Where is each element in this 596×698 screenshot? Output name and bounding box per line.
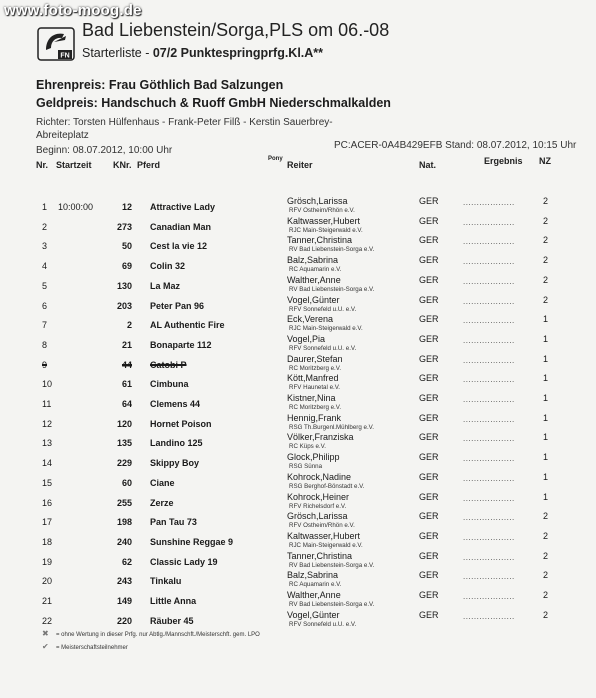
subtitle-prefix: Starterliste -: [82, 46, 153, 60]
nationality: GER: [419, 353, 439, 364]
nz-value: 1: [543, 412, 549, 423]
rider-name: Walther,Anne: [287, 274, 341, 285]
nz-value: 1: [543, 491, 549, 502]
table-row: [0, 432, 596, 452]
legend-item-1: [42, 629, 260, 638]
horse-name: Catobi P: [150, 359, 187, 370]
nationality: GER: [419, 373, 439, 384]
nationality: GER: [419, 196, 439, 206]
row-number: 19: [42, 556, 53, 567]
row-number: 2: [42, 221, 48, 232]
nz-value: 1: [543, 373, 549, 384]
result-placeholder: ...................: [463, 257, 515, 267]
row-number: 5: [42, 280, 48, 291]
table-row: [0, 551, 596, 571]
table-row: [0, 216, 596, 236]
row-number: 1: [42, 202, 48, 212]
nationality: GER: [419, 491, 439, 502]
nationality: GER: [419, 609, 439, 620]
rider-name: Vogel,Pia: [287, 333, 326, 344]
nationality: GER: [419, 393, 439, 403]
club-name: RSG Berghof-Bönstadt e.V.: [289, 482, 365, 490]
club-name: RJC Main-Steigerwald e.V.: [289, 325, 363, 333]
rider-name: Völker,Franziska: [287, 432, 354, 443]
table-row: [0, 275, 596, 295]
head-number: 60: [121, 477, 132, 488]
row-number: 8: [42, 339, 48, 350]
nz-value: 2: [543, 530, 549, 541]
head-number: 120: [116, 418, 132, 429]
logo-text: FN: [60, 52, 70, 60]
nz-value: 2: [543, 235, 549, 246]
cross-mark-icon: ✖: [42, 629, 49, 638]
head-number: 243: [116, 576, 132, 587]
nationality: GER: [419, 590, 439, 600]
horse-name: Clemens 44: [150, 399, 201, 409]
nz-value: 2: [543, 255, 549, 266]
club-name: RSG Sünna: [289, 463, 323, 471]
head-number: 62: [121, 556, 132, 567]
table-row: [0, 511, 596, 531]
result-placeholder: ...................: [463, 572, 515, 582]
club-name: RV Bad Liebenstein-Sorga e.V.: [289, 561, 375, 569]
page-title: Bad Liebenstein/Sorga,PLS om 06.-08: [82, 20, 390, 40]
nz-value: 2: [543, 196, 549, 206]
table-row: [0, 570, 596, 590]
rider-name: Tanner,Christina: [287, 235, 353, 246]
row-number: 10: [42, 379, 53, 390]
start-time: 10:00:00: [58, 202, 94, 212]
nationality: GER: [419, 255, 439, 266]
result-placeholder: ...................: [463, 355, 515, 365]
nz-value: 2: [543, 550, 549, 561]
table-row: [0, 373, 596, 393]
table-row: [0, 354, 596, 374]
rider-name: Vogel,Günter: [287, 294, 340, 305]
subtitle-competition: 07/2 Punktespringprfg.Kl.A**: [152, 46, 324, 60]
header-pferd: Pferd: [137, 160, 161, 170]
row-number: 14: [42, 458, 53, 469]
nz-value: 2: [543, 274, 549, 285]
result-placeholder: ...................: [463, 592, 515, 601]
head-number: 149: [116, 596, 132, 606]
horse-name: Peter Pan 96: [150, 300, 205, 311]
nz-value: 1: [543, 452, 549, 463]
result-placeholder: ...................: [463, 395, 515, 404]
result-placeholder: ...................: [463, 335, 515, 345]
table-row: [0, 295, 596, 315]
head-number: 21: [121, 339, 132, 350]
table-row: [0, 452, 596, 472]
table-row: [0, 235, 596, 255]
club-name: RFV Richelsdorf e.V.: [289, 502, 347, 510]
table-row: [0, 196, 596, 216]
nationality: GER: [419, 550, 439, 561]
horse-name: Skippy Boy: [150, 458, 200, 469]
head-number: 220: [116, 615, 132, 626]
row-number: 11: [42, 399, 52, 409]
row-number: 15: [42, 477, 53, 488]
club-name: RJC Main-Steigerwald e.V.: [289, 226, 363, 234]
nz-value: 1: [543, 471, 549, 482]
rider-name: Grösch,Larissa: [287, 511, 348, 522]
richter-line-1: Richter: Torsten Hülfenhaus - Frank-Peter Filß - Kerstin Sauerbrey-: [36, 117, 333, 128]
result-placeholder: ...................: [463, 198, 515, 207]
club-name: RC Aquamarin e.V.: [289, 581, 342, 589]
nz-value: 2: [543, 215, 549, 226]
nz-value: 2: [543, 511, 549, 522]
result-placeholder: ...................: [463, 454, 515, 464]
head-number: 69: [121, 261, 132, 272]
nationality: GER: [419, 333, 439, 344]
head-number: 61: [121, 379, 132, 390]
horse-name: Cest la vie 12: [150, 241, 208, 252]
horse-name: Colin 32: [150, 261, 186, 272]
row-number: 3: [42, 241, 48, 252]
head-number: 64: [121, 399, 132, 409]
rider-name: Hennig,Frank: [287, 412, 342, 423]
rider-name: Kohrock,Heiner: [287, 491, 350, 502]
horse-name: Räuber 45: [150, 615, 194, 626]
nationality: GER: [419, 215, 439, 226]
rider-name: Grösch,Larissa: [287, 196, 348, 206]
head-number: 255: [116, 497, 132, 508]
result-placeholder: ...................: [463, 276, 515, 286]
result-placeholder: ...................: [463, 532, 515, 542]
result-placeholder: ...................: [463, 375, 515, 385]
check-mark-icon: ✔: [42, 642, 49, 651]
table-row: [0, 334, 596, 354]
nationality: GER: [419, 530, 439, 541]
nz-value: 2: [543, 570, 549, 581]
table-row: [0, 413, 596, 433]
result-placeholder: ...................: [463, 316, 515, 326]
fn-logo: [36, 26, 76, 62]
table-row: [0, 492, 596, 512]
nationality: GER: [419, 274, 439, 285]
head-number: 130: [116, 280, 132, 291]
ehrenpreis: Ehrenpreis: Frau Göthlich Bad Salzungen: [36, 78, 284, 92]
legend-text-1: = ohne Wertung in dieser Prfg. nur Abtlg./Mannschft./Meisterschft. gem. LPO: [56, 632, 260, 638]
rider-name: Tanner,Christina: [287, 550, 353, 561]
rider-name: Balz,Sabrina: [287, 570, 339, 581]
head-number: 203: [116, 300, 132, 311]
header-knr: KNr.: [113, 160, 132, 170]
row-number: 21: [42, 596, 53, 606]
club-name: RFV Ostheim/Rhön e.V.: [289, 207, 355, 214]
horse-name: Cimbuna: [150, 379, 189, 390]
nz-value: 1: [543, 393, 549, 403]
row-number: 13: [42, 438, 53, 449]
horse-name: Landino 125: [150, 438, 203, 449]
header-nat: Nat.: [419, 160, 437, 170]
horse-name: Hornet Poison: [150, 418, 212, 429]
rider-name: Vogel,Günter: [287, 609, 340, 620]
header-nr: Nr.: [36, 160, 49, 170]
nationality: GER: [419, 314, 439, 325]
row-number: 12: [42, 418, 53, 429]
horse-name: AL Authentic Fire: [150, 320, 225, 331]
nationality: GER: [419, 235, 439, 246]
head-number: 229: [116, 458, 132, 469]
table-row: [0, 472, 596, 492]
row-number: 9: [42, 359, 48, 370]
club-name: RV Bad Liebenstein-Sorga e.V.: [289, 601, 375, 608]
club-name: RSG Th.Burgenl.Mühlberg e.V.: [289, 423, 374, 431]
row-number: 22: [42, 615, 53, 626]
nationality: GER: [419, 511, 439, 522]
nationality: GER: [419, 412, 439, 423]
horse-name: Tinkalu: [150, 576, 182, 587]
rider-name: Daurer,Stefan: [287, 353, 343, 364]
result-placeholder: ...................: [463, 473, 515, 483]
club-name: RC Aquamarin e.V.: [289, 266, 342, 274]
horse-name: Pan Tau 73: [150, 517, 197, 528]
nz-value: 1: [543, 314, 549, 325]
rider-name: Kaltwasser,Hubert: [287, 215, 361, 226]
table-row: [0, 255, 596, 275]
horse-name: La Maz: [150, 280, 181, 291]
stand: PC:ACER-0A4B429EFB Stand: 08.07.2012, 10:15 Uhr: [334, 140, 577, 151]
rider-name: Kistner,Nina: [287, 393, 336, 403]
result-placeholder: ...................: [463, 296, 515, 306]
club-name: RV Bad Liebenstein-Sorga e.V.: [289, 246, 375, 254]
rider-name: Glock,Philipp: [287, 452, 340, 463]
header-reiter: Reiter: [287, 160, 313, 170]
legend-item-2: [42, 642, 128, 651]
row-number: 18: [42, 536, 53, 547]
result-placeholder: ...................: [463, 434, 515, 444]
rider-name: Walther,Anne: [287, 590, 341, 600]
club-name: RV Bad Liebenstein-Sorga e.V.: [289, 285, 375, 293]
nz-value: 2: [543, 294, 549, 305]
horse-name: Little Anna: [150, 596, 197, 606]
rider-name: Kaltwasser,Hubert: [287, 530, 361, 541]
head-number: 135: [116, 438, 132, 449]
result-placeholder: ...................: [463, 217, 515, 227]
horse-name: Attractive Lady: [150, 202, 216, 212]
result-placeholder: ...................: [463, 493, 515, 503]
nationality: GER: [419, 452, 439, 463]
table-row: [0, 393, 596, 413]
result-placeholder: ...................: [463, 611, 515, 621]
row-number: 17: [42, 517, 53, 528]
nationality: GER: [419, 294, 439, 305]
horse-name: Ciane: [150, 477, 175, 488]
club-name: RFV Sonnefeld u.U. e.V.: [289, 620, 357, 628]
nationality: GER: [419, 570, 439, 581]
head-number: 240: [116, 536, 132, 547]
row-number: 6: [42, 300, 48, 311]
table-row: [0, 610, 596, 630]
head-number: 273: [116, 221, 132, 232]
richter-line-2: Abreiteplatz: [36, 130, 89, 141]
header-ergebnis: Ergebnis: [484, 156, 523, 166]
horse-name: Zerze: [150, 497, 174, 508]
row-number: 16: [42, 497, 53, 508]
head-number: 198: [116, 517, 132, 528]
nz-value: 1: [543, 432, 549, 443]
row-number: 7: [42, 320, 48, 331]
table-row: [0, 314, 596, 334]
horse-name: Classic Lady 19: [150, 556, 218, 567]
table-row: [0, 531, 596, 551]
subtitle: [82, 46, 323, 60]
header-startzeit: Startzeit: [56, 160, 92, 170]
head-number: 44: [121, 359, 132, 370]
club-name: RFV Sonnefeld u.U. e.V.: [289, 305, 357, 313]
nz-value: 1: [543, 353, 549, 364]
row-number: 4: [42, 261, 48, 272]
nationality: GER: [419, 471, 439, 482]
horse-name: Sunshine Reggae 9: [150, 536, 234, 547]
club-name: RFV Ostheim/Rhön e.V.: [289, 522, 355, 530]
nationality: GER: [419, 432, 439, 443]
club-name: RFV Sonnefeld u.U. e.V.: [289, 344, 357, 352]
legend-text-2: = Meisterschaftsteilnehmer: [56, 645, 128, 651]
club-name: RFV Haunetal e.V.: [289, 384, 341, 392]
club-name: RC Moritzberg e.V.: [289, 364, 342, 372]
head-number: 12: [121, 202, 132, 212]
head-number: 50: [121, 241, 132, 252]
result-placeholder: ...................: [463, 513, 515, 523]
head-number: 2: [126, 320, 132, 331]
club-name: RC Moritzberg e.V.: [289, 404, 342, 411]
header-nz: NZ: [539, 156, 551, 166]
result-placeholder: ...................: [463, 552, 515, 562]
geldpreis: Geldpreis: Handschuch & Ruoff GmbH Niederschmalkalden: [36, 96, 391, 110]
row-number: 20: [42, 576, 53, 587]
club-name: RJC Main-Steigerwald e.V.: [289, 541, 363, 549]
result-placeholder: ...................: [463, 414, 515, 424]
table-row: [0, 590, 596, 610]
watermark: www.foto-moog.de: [4, 2, 142, 19]
beginn: Beginn: 08.07.2012, 10:00 Uhr: [36, 145, 173, 156]
rider-name: Kött,Manfred: [287, 373, 339, 384]
club-name: RC Küps e.V.: [289, 443, 326, 451]
nz-value: 2: [543, 590, 549, 600]
nz-value: 1: [543, 333, 549, 344]
nz-value: 2: [543, 609, 549, 620]
horse-name: Bonaparte 112: [150, 339, 212, 350]
horse-name: Canadian Man: [150, 221, 212, 232]
result-placeholder: ...................: [463, 237, 515, 247]
rider-name: Kohrock,Nadine: [287, 471, 352, 482]
rider-name: Eck,Verena: [287, 314, 334, 325]
rider-name: Balz,Sabrina: [287, 255, 339, 266]
header-pony: Pony: [268, 156, 283, 162]
